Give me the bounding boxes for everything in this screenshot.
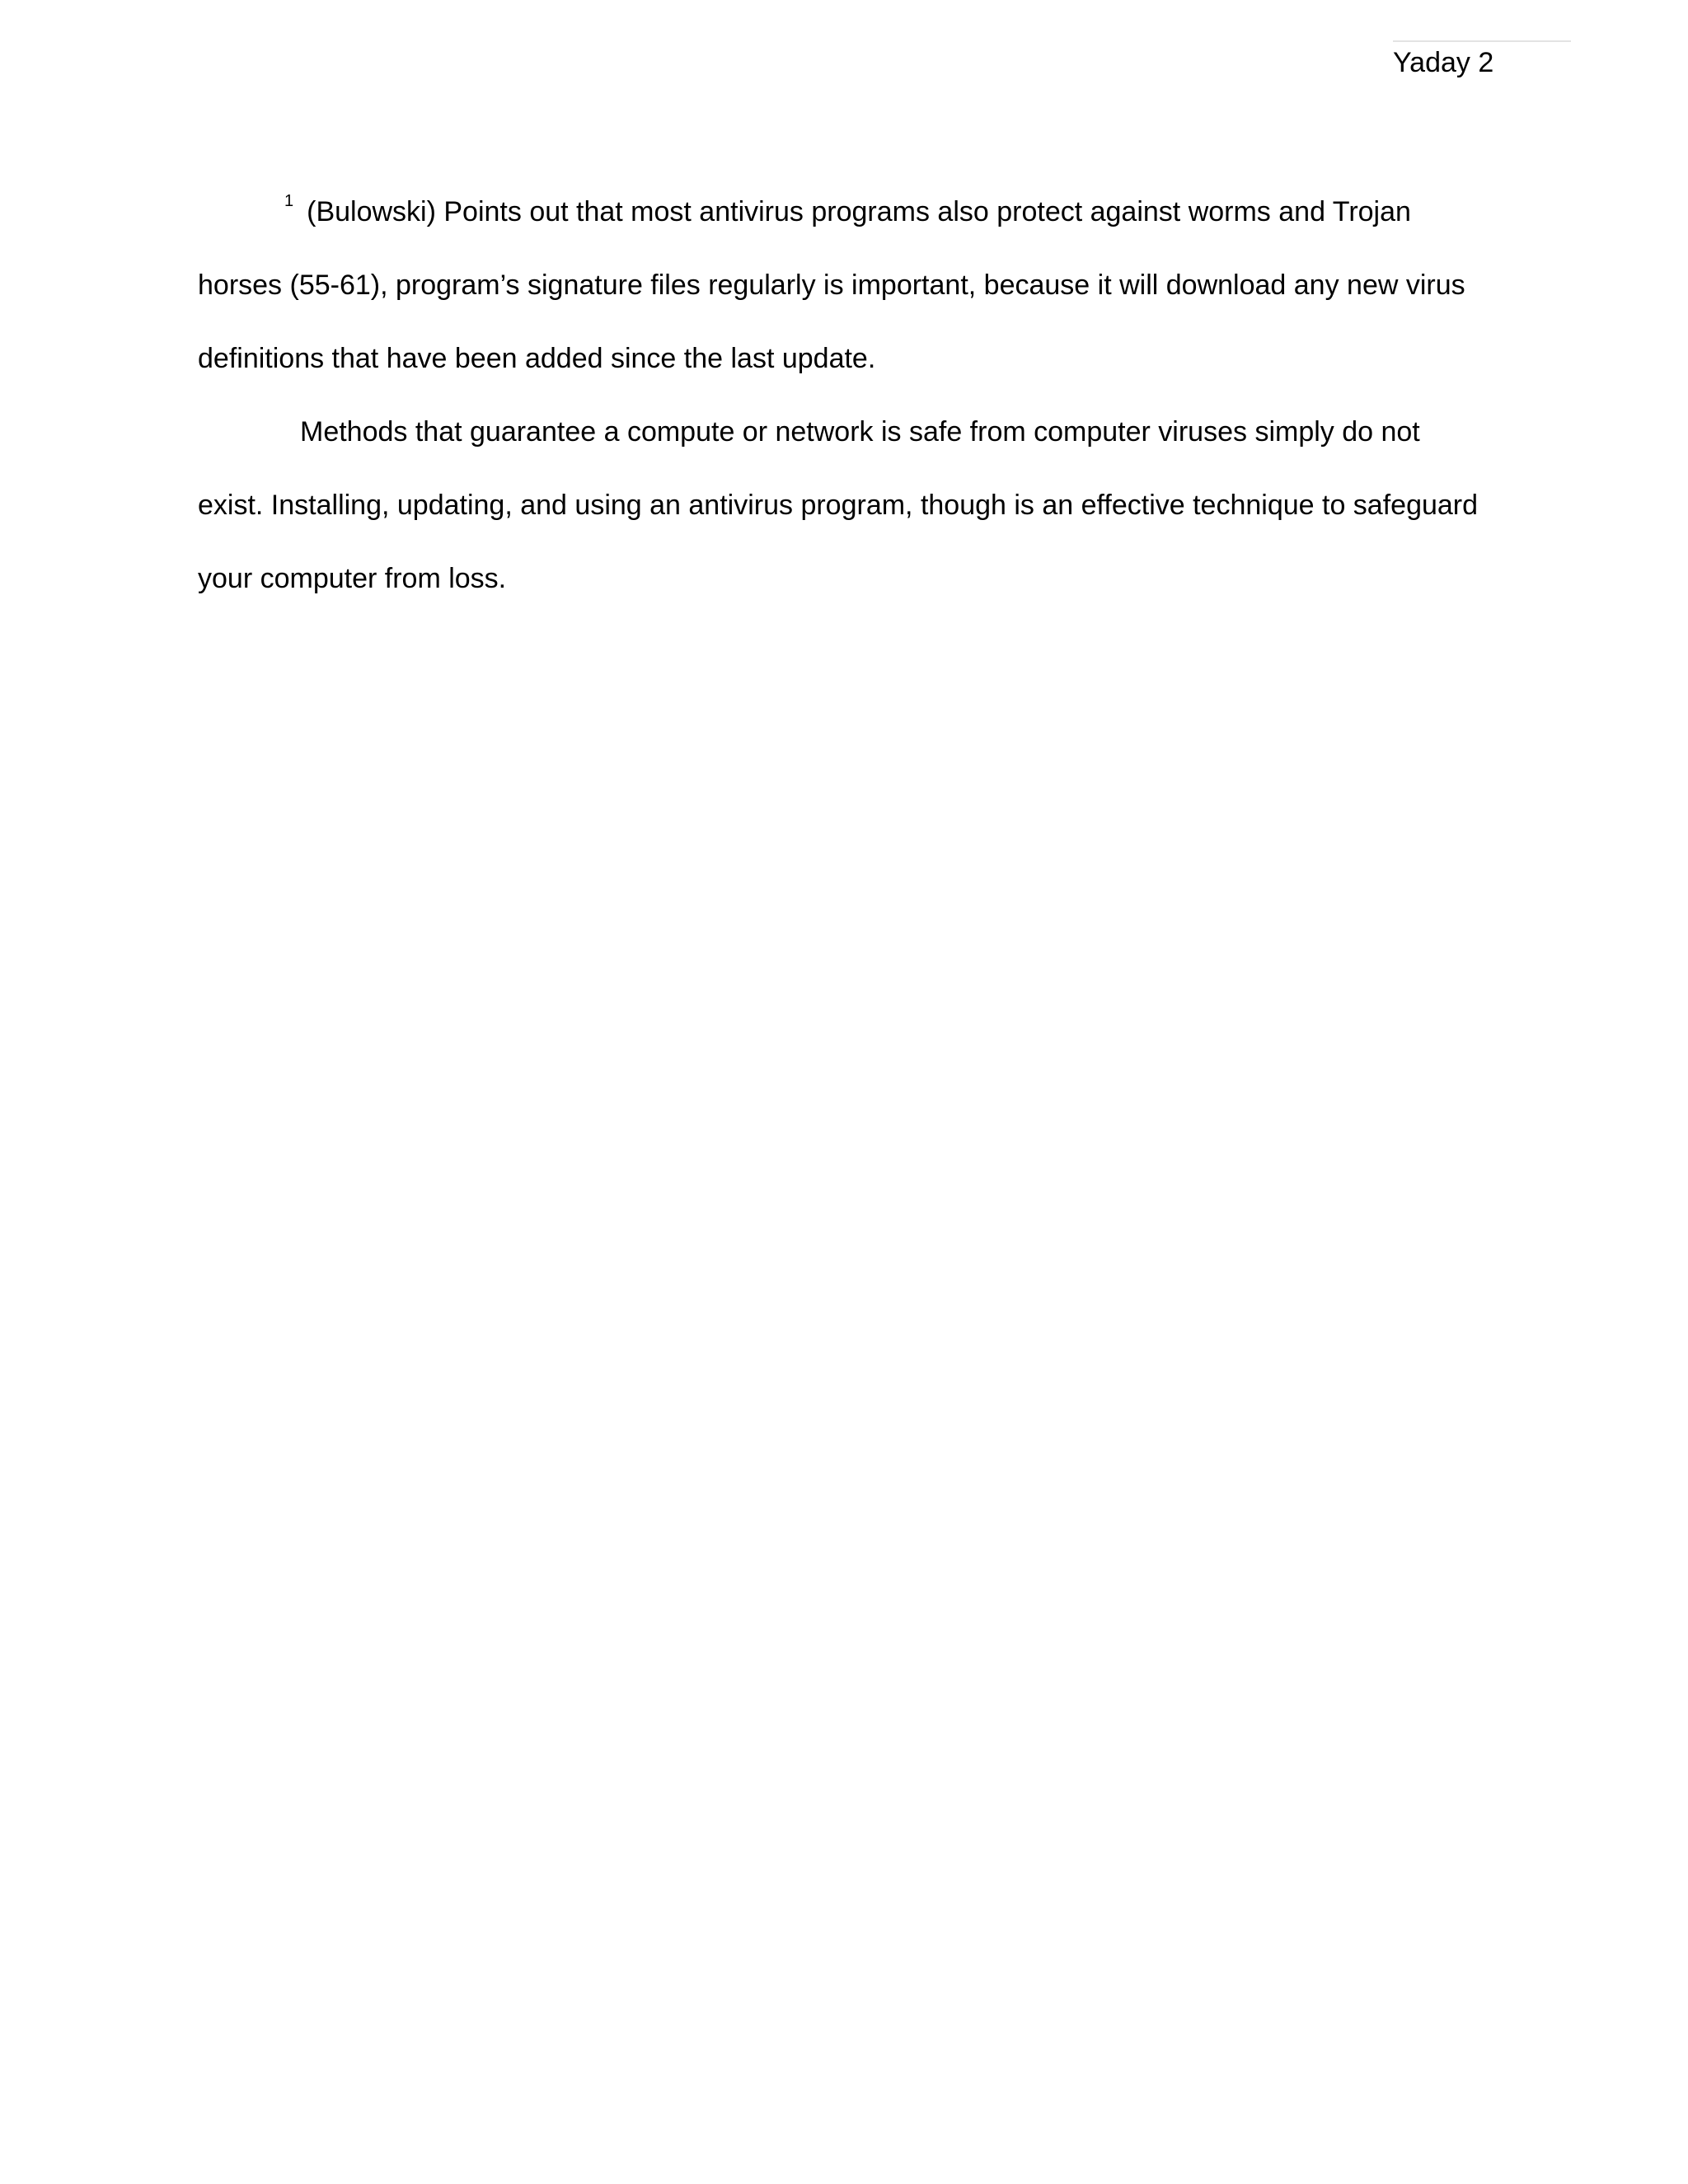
footnote-marker: 1 [284,192,294,210]
running-head: Yaday 2 [1393,47,1494,78]
paragraph-2-line-3: your computer from loss. [198,563,507,594]
paragraph-1-line-2: horses (55-61), program’s signature files regularly is important, because it will download any new virus [198,269,1465,301]
paragraph-1-line-1 [284,192,1411,232]
paragraph-1-line-3: definitions that have been added since the last update. [198,343,876,374]
paragraph-2-line-1: Methods that guarantee a compute or network is safe from computer viruses simply do not [300,416,1420,448]
header-divider [1393,40,1571,42]
paragraph-2-line-2: exist. Installing, updating, and using an antivirus program, though is an effective technique to safeguard [198,490,1479,521]
paragraph-1-line-1-text: (Bulowski) Points out that most antivirus programs also protect against worms and Trojan [307,196,1411,227]
